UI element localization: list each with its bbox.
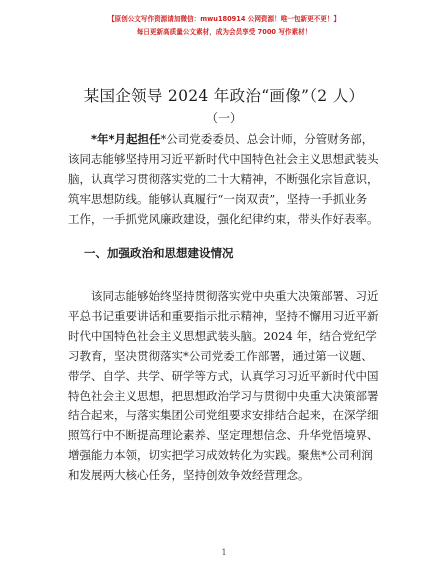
intro-lead: *年*月起担任 [91,132,161,146]
body-line: 平总书记重要讲话和重要指示批示精神，坚持不懈用习近平新 [68,308,379,323]
body-line: 和发展两大核心任务，坚持创效争效经营理念。 [68,468,310,483]
body-line: 习教育，坚决贯彻落实*公司党委工作部署，通过第一议题、 [68,348,373,363]
section-heading: 一、加强政治和思想建设情况 [84,246,234,260]
section-number: （一） [205,111,242,125]
intro-line: 筑牢思想防线。能够认真履行“一岗双责”，坚持一手抓业务 [68,191,368,206]
page-number: 1 [221,548,227,557]
intro-line: 工作，一手抓党风廉政建设，强化纪律约束，带头作好表率。 [68,211,379,226]
body-line: 增强能力本领，切实把学习成效转化为实践。聚焦*公司利润 [68,448,373,463]
body-line: 带学、自学、共学、研学等方式，认真学习习近平新时代中国 [68,368,379,383]
intro-line: 脑，认真学习贯彻落实党的二十大精神，不断强化宗旨意识， [68,171,379,186]
intro-line: 该同志能够坚持用习近平新时代中国特色社会主义思想武装头 [68,151,379,166]
body-line: 时代中国特色社会主义思想武装头脑。2024 年，结合党纪学 [68,328,377,343]
document-title: 某国企领导 2024 年政治“画像”（2 人） [83,87,365,105]
body-line: 照笃行中不断提高理论素养、坚定理想信念、升华党悟境界、 [68,428,379,443]
intro-line: *年*月起担任*公司党委委员、总会计师，分管财务部， [91,132,374,146]
body-paragraph [68,287,384,486]
body-line: 该同志能够始终坚持贯彻落实党中央重大决策部署、习近 [91,289,379,303]
intro-paragraph [68,130,384,230]
promo-banner-line-1: 【原创公文写作资源请加微信：mwu180914 公网资源！唯一包新更不更！】 [107,15,341,23]
promo-banner-line-2: 每日更新高质量公文素材，成为会员享受 7000 写作素材！ [136,28,312,36]
body-line: 特色社会主义思想，把思想政治学习与贯彻中央重大决策部署 [68,388,379,403]
body-line: 结合起来，与落实集团公司党组要求安排结合起来，在深学细 [68,408,379,423]
